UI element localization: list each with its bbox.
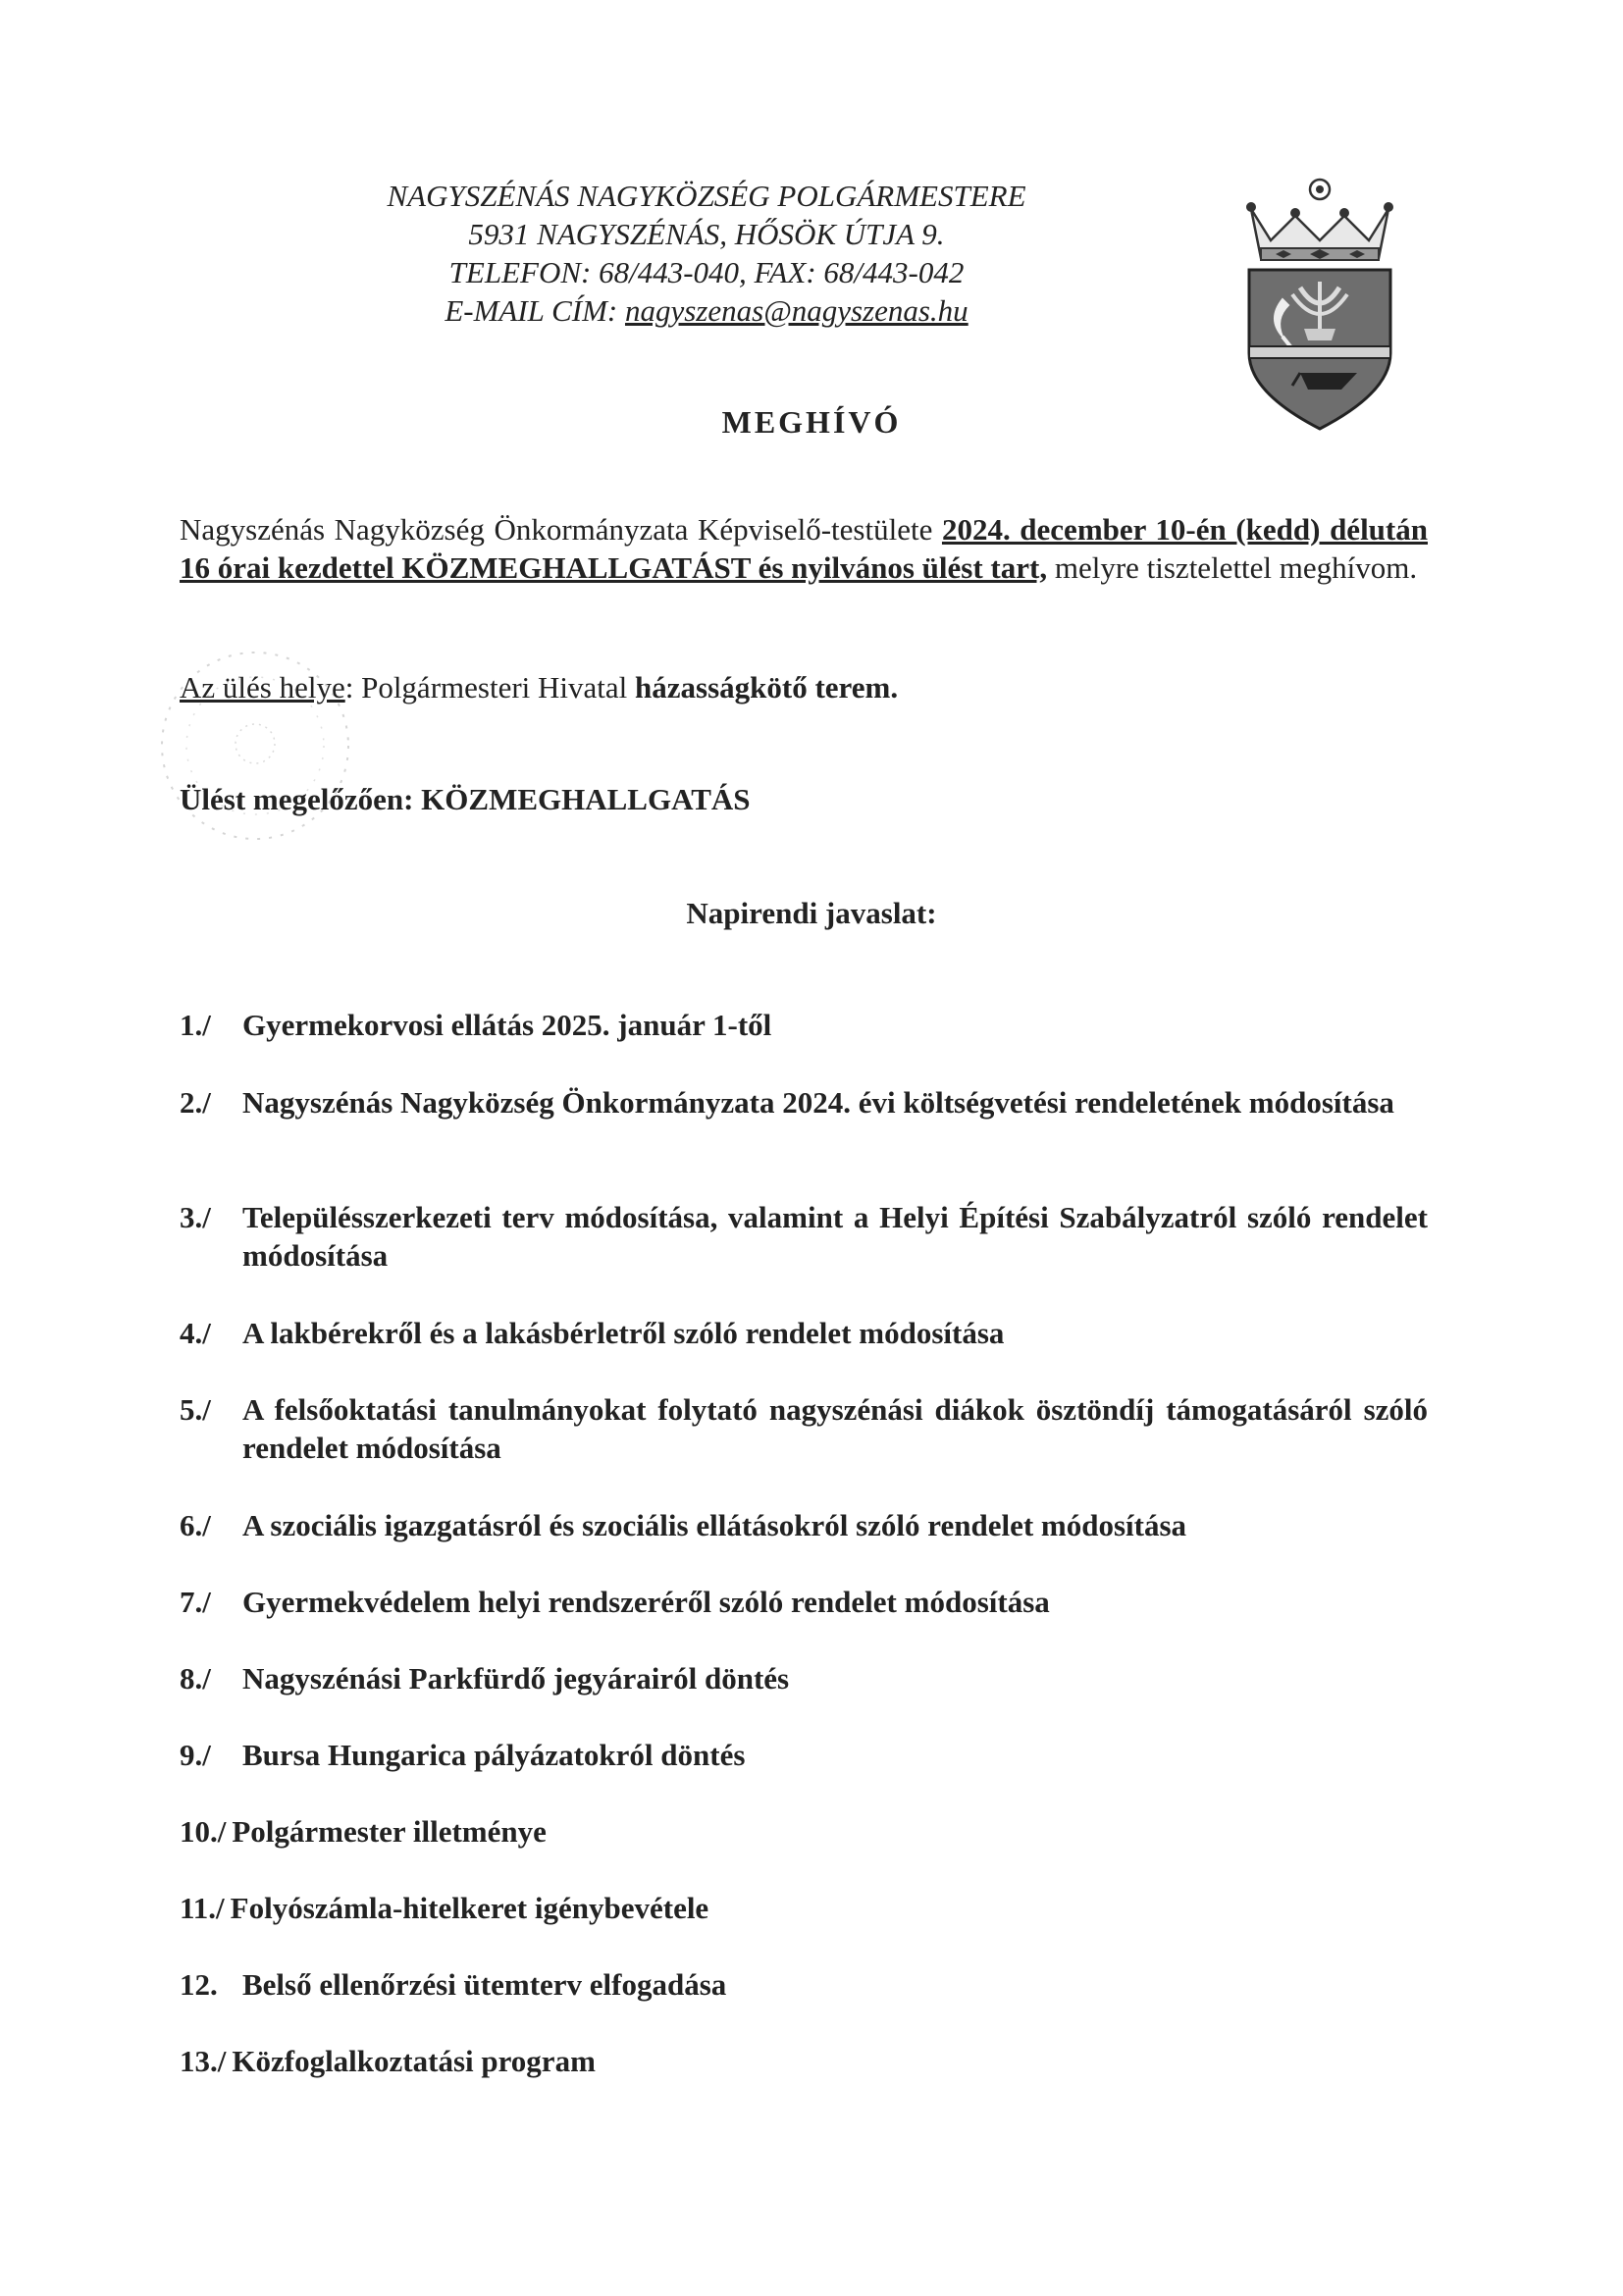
agenda-item-13 <box>180 2042 1428 2080</box>
agenda-item-text: Folyószámla-hitelkeret igénybevétele <box>230 1891 709 1925</box>
agenda-item-6 <box>180 1506 1428 1544</box>
invitation-paragraph <box>180 510 1428 587</box>
agenda-item-text: A lakbérekről és a lakásbérletről szóló rendelet módosítása <box>242 1316 1005 1350</box>
letterhead-office: NAGYSZÉNÁS NAGYKÖZSÉG POLGÁRMESTERE <box>387 179 1026 213</box>
agenda-item-7 <box>180 1583 1428 1621</box>
venue-place: házasságkötő terem. <box>635 670 899 704</box>
agenda-item-text: A felsőoktatási tanulmányokat folytató nagyszénási diákok ösztöndíj támogatásáról szóló rendelet módosítása <box>242 1392 1428 1465</box>
agenda-item-1 <box>180 1006 1428 1044</box>
agenda-item-10 <box>180 1812 1428 1851</box>
agenda-item-text: Nagyszénási Parkfürdő jegyárairól döntés <box>242 1661 790 1696</box>
invitation-text-end: melyre tisztelettel meghívom. <box>1047 550 1418 585</box>
coat-of-arms-icon <box>1231 172 1408 432</box>
agenda-item-number: 13./ <box>180 2044 227 2078</box>
agenda-item-3 <box>180 1198 1428 1275</box>
agenda-item-number: 9./ <box>180 1738 211 1772</box>
agenda-item-text: Közfoglalkoztatási program <box>232 2044 596 2078</box>
agenda-item-number: 11./ <box>180 1891 225 1925</box>
agenda-item-number: 6./ <box>180 1508 211 1542</box>
pre-session-hearing: Ülést megelőzően: KÖZMEGHALLGATÁS <box>180 782 751 816</box>
agenda-item-number: 10./ <box>180 1814 227 1849</box>
agenda-item-text: A szociális igazgatásról és szociális ellátásokról szóló rendelet módosítása <box>242 1508 1187 1542</box>
agenda-item-text: Bursa Hungarica pályázatokról döntés <box>242 1738 746 1772</box>
document-title: MEGHÍVÓ <box>721 404 902 440</box>
official-stamp-icon <box>147 628 383 863</box>
venue-text: : Polgármesteri Hivatal <box>344 670 636 704</box>
invitation-text-start: Nagyszénás Nagyközség Önkormányzata Képviselő-testülete <box>180 512 942 547</box>
email-label: E-MAIL CÍM: <box>445 293 625 328</box>
agenda-item-9 <box>180 1736 1428 1774</box>
agenda-item-number: 1./ <box>180 1008 211 1042</box>
agenda-item-5 <box>180 1390 1428 1467</box>
agenda-item-text: Polgármester illetménye <box>232 1814 547 1849</box>
agenda-item-12 <box>180 1965 1428 2004</box>
agenda-item-text: Gyermekvédelem helyi rendszeréről szóló rendelet módosítása <box>242 1585 1050 1619</box>
venue-label: Az ülés helye <box>180 670 345 704</box>
agenda-item-number: 8./ <box>180 1661 211 1696</box>
agenda-item-number: 3./ <box>180 1200 211 1234</box>
agenda-item-number: 2./ <box>180 1085 211 1120</box>
letterhead-phone-fax: TELEFON: 68/443-040, FAX: 68/443-042 <box>448 255 965 289</box>
agenda-item-2 <box>180 1083 1428 1122</box>
agenda-item-number: 5./ <box>180 1392 211 1427</box>
venue-line <box>180 668 898 706</box>
agenda-item-number: 12. <box>180 1967 218 2002</box>
letterhead <box>334 177 1079 330</box>
agenda-item-8 <box>180 1659 1428 1697</box>
agenda-item-number: 7./ <box>180 1585 211 1619</box>
agenda-item-text: Gyermekorvosi ellátás 2025. január 1-től <box>242 1008 772 1042</box>
invitation-date-emphasis: 2024. december 10-én (kedd) délután 16 órai kezdettel KÖZMEGHALLGATÁST és nyilvános ülést tart, <box>180 512 1428 585</box>
agenda-title: Napirendi javaslat: <box>686 896 937 930</box>
agenda-item-text: Nagyszénás Nagyközség Önkormányzata 2024. évi költségvetési rendeletének módosítása <box>242 1085 1394 1120</box>
agenda-item-4 <box>180 1314 1428 1352</box>
agenda-item-number: 4./ <box>180 1316 211 1350</box>
agenda-item-text: Településszerkezeti terv módosítása, valamint a Helyi Építési Szabályzatról szóló rendelet módosítása <box>242 1200 1428 1273</box>
letterhead-address: 5931 NAGYSZÉNÁS, HŐSÖK ÚTJA 9. <box>468 217 945 251</box>
email-link[interactable]: nagyszenas@nagyszenas.hu <box>624 293 969 328</box>
agenda-item-text: Belső ellenőrzési ütemterv elfogadása <box>242 1967 727 2002</box>
letterhead-email-line <box>334 291 1079 330</box>
agenda-item-11 <box>180 1889 1428 1927</box>
